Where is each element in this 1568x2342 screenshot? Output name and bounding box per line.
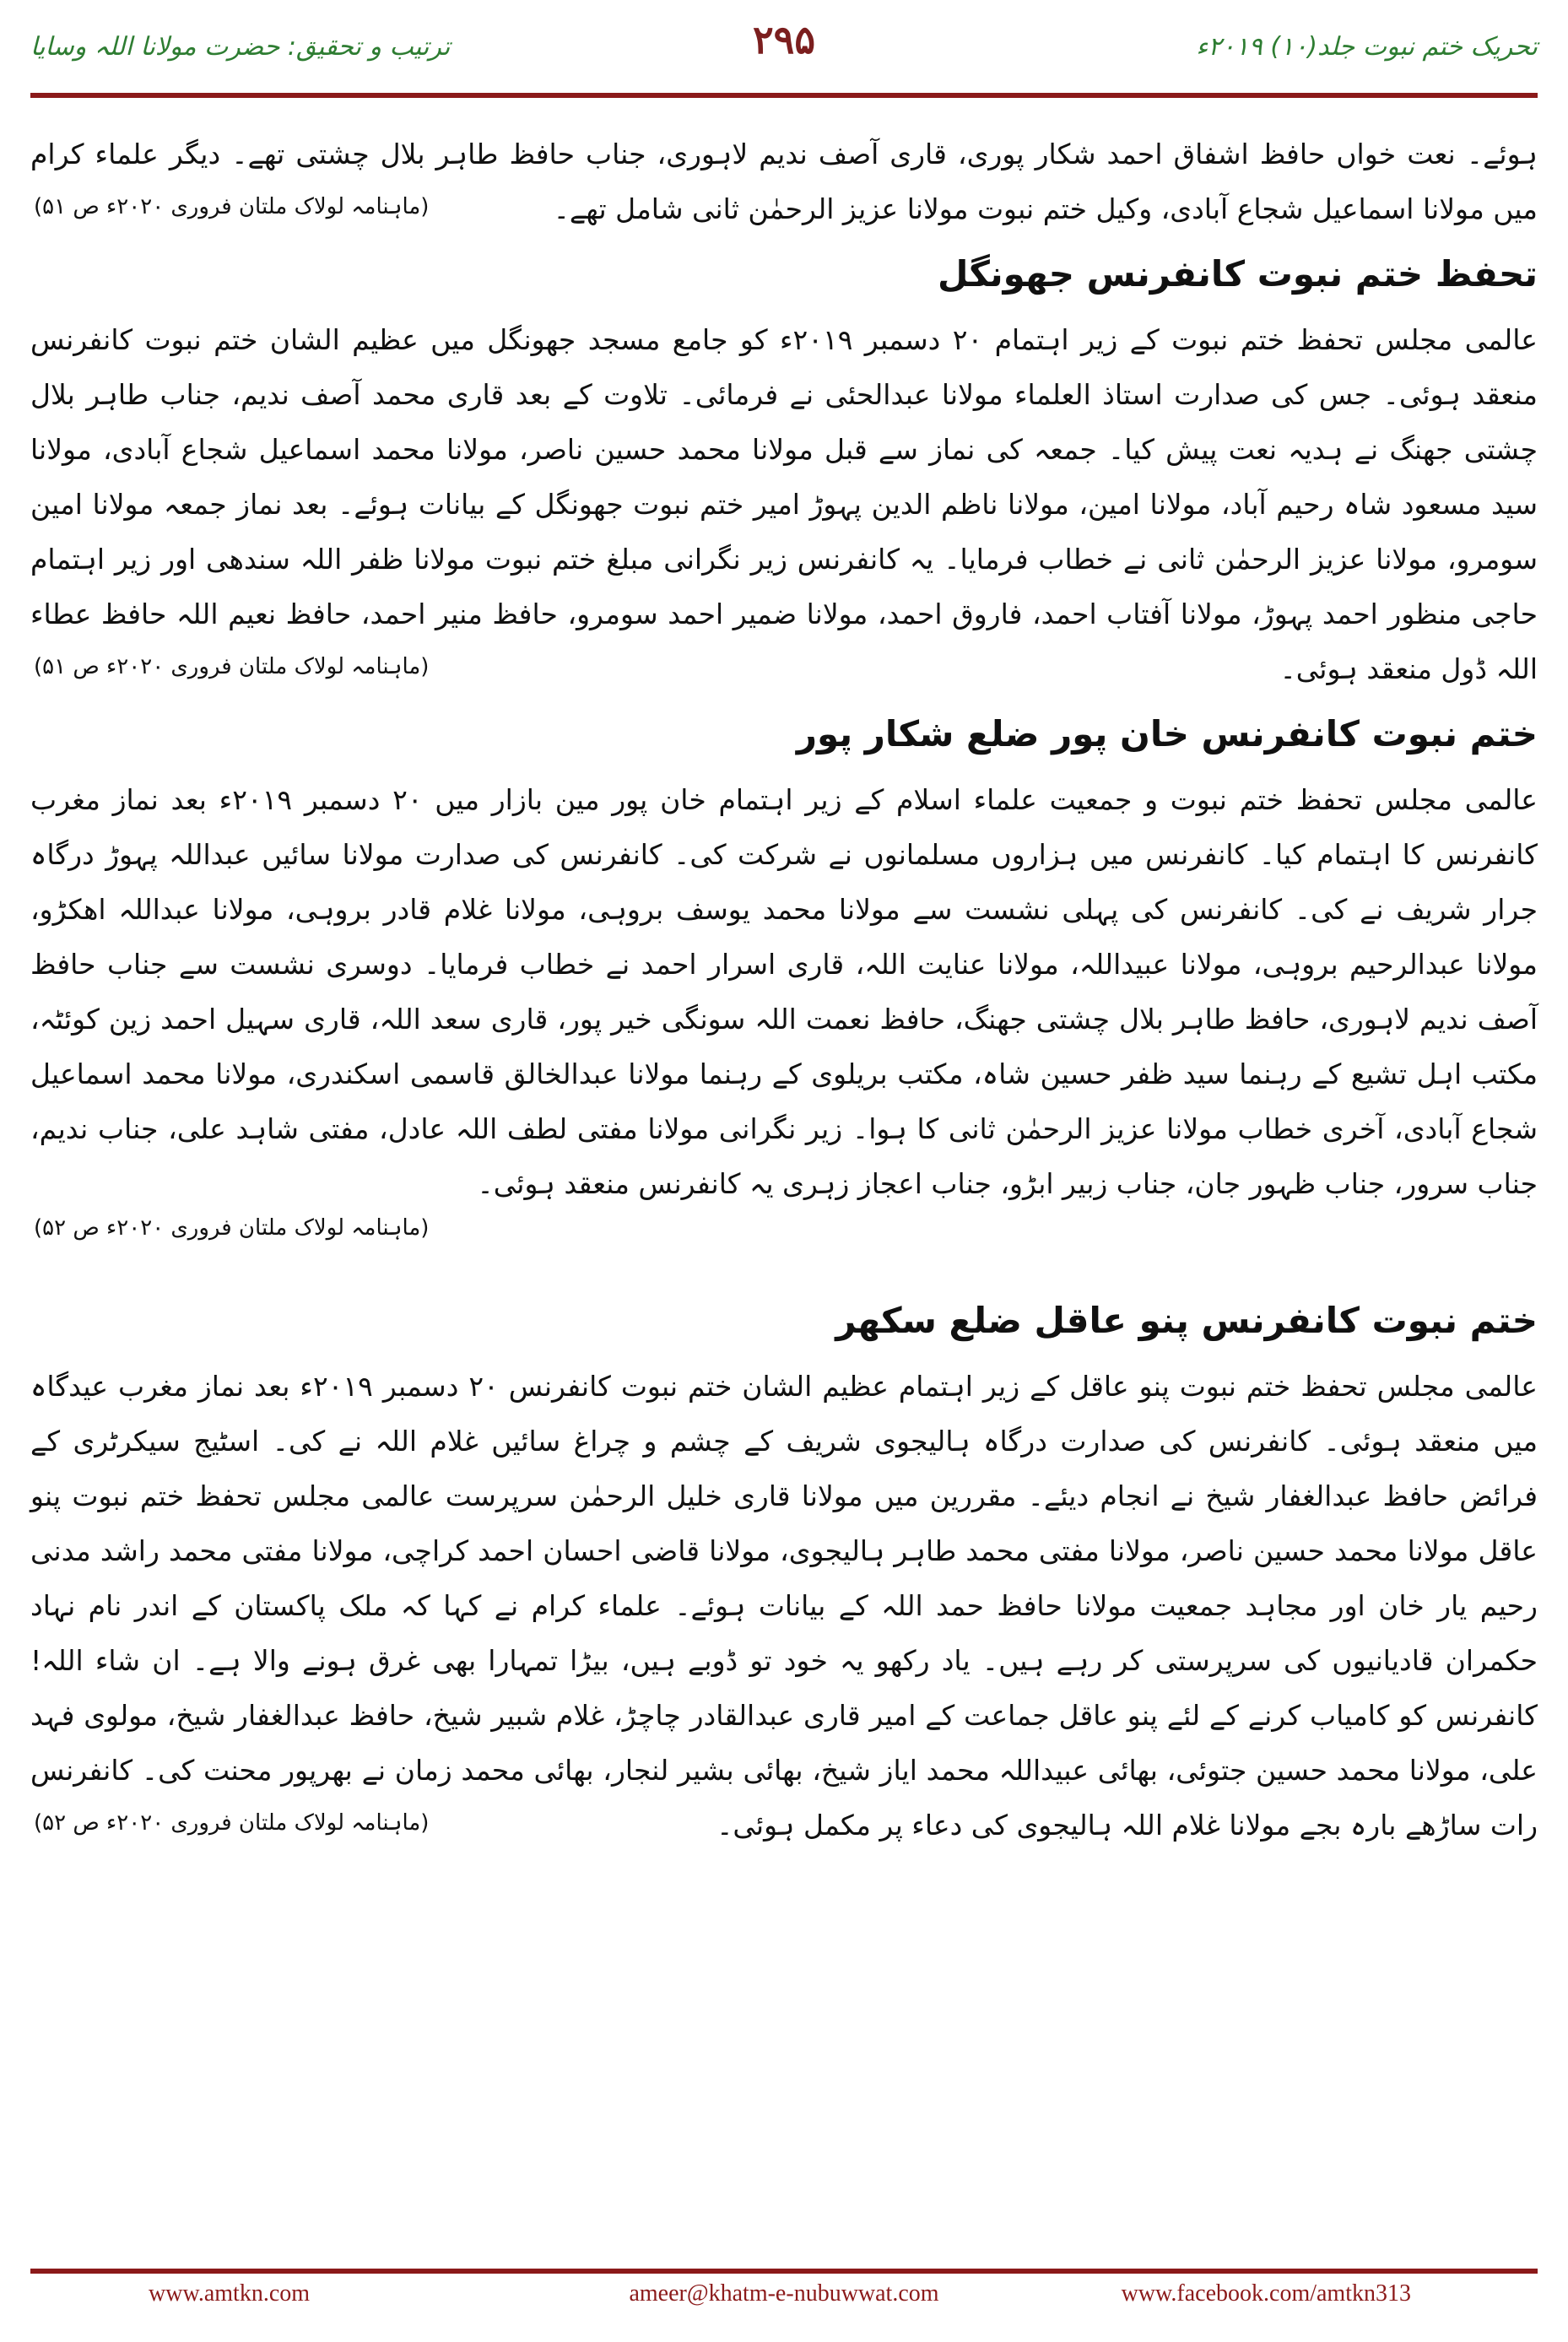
page-footer bbox=[30, 2280, 1538, 2323]
header-divider bbox=[30, 93, 1538, 98]
section-citation: (ماہنامہ لولاک ملتان فروری ۲۰۲۰ء ص ۵۱) bbox=[34, 654, 430, 679]
section-citation: (ماہنامہ لولاک ملتان فروری ۲۰۲۰ء ص ۵۲) bbox=[34, 1810, 430, 1836]
book-title: تحریک ختم نبوت جلد(۱۰) ۲۰۱۹ء bbox=[1196, 32, 1538, 62]
footer-divider bbox=[30, 2269, 1538, 2274]
section-paragraph: عالمی مجلس تحفظ ختم نبوت کے زیر اہتمام ۲۰ دسمبر ۲۰۱۹ء کو جامع مسجد جھونگل میں عظیم الشان ختم نبوت کانفرنس منعقد ہوئی۔ جس کی صدارت استاذ العلماء مولانا عبدالحئی نے فرمائی۔ تلاوت کے بعد قاری محمد آصف ندیم، جناب طاہر بلال چشتی جھنگ نے ہدیہ نعت پیش کیا۔ جمعہ کی نماز سے قبل مولانا محمد حسین ناصر، مولانا محمد اسماعیل شجاع آبادی، مولانا سید مسعود شاہ رحیم آباد، مولانا امین، مولانا ناظم الدین پہوڑ امیر ختم نبوت جھونگل کے بیانات ہوئے۔ بعد نماز جمعہ مولانا امین سومرو، مولانا عزیز الرحمٰن ثانی نے خطاب فرمایا۔ یہ کانفرنس زیر نگرانی مبلغ ختم نبوت مولانا ظفر اللہ سندھی اور زیر اہتمام حاجی منظور احمد پہوڑ، مولانا آفتاب احمد، فاروق احمد، مولانا ضمیر احمد سومرو، حافظ منیر احمد، حافظ نعیم اللہ حافظ عطاء اللہ ڈول منعقد ہوئی۔ bbox=[30, 323, 1538, 685]
facebook-link[interactable]: www.facebook.com/amtkn313 bbox=[1121, 2280, 1411, 2307]
page-body bbox=[30, 127, 1538, 1853]
section-citation: (ماہنامہ لولاک ملتان فروری ۲۰۲۰ء ص ۵۲) bbox=[34, 1215, 430, 1241]
intro-block bbox=[30, 127, 1538, 224]
section-heading: ختم نبوت کانفرنس خان پور ضلع شکار پور bbox=[796, 713, 1538, 755]
page-number: ۲۹۵ bbox=[752, 17, 816, 62]
section-paragraph: عالمی مجلس تحفظ ختم نبوت و جمعیت علماء اسلام کے زیر اہتمام خان پور مین بازار میں ۲۰ دسمبر ۲۰۱۹ء بعد نماز مغرب کانفرنس کا اہتمام کیا۔ کانفرنس میں ہزاروں مسلمانوں نے شرکت کی۔ کانفرنس کی صدارت مولانا سائیں عبداللہ پہوڑ درگاہ جرار شریف نے کی۔ کانفرنس کی پہلی نشست سے مولانا محمد یوسف بروہی، مولانا غلام قادر بروہی، مولانا عبداللہ اھکڑو، مولانا عبدالرحیم بروہی، مولانا عبیداللہ، مولانا عنایت اللہ، قاری اسرار احمد نے خطاب فرمایا۔ دوسری نشست سے جناب حافظ آصف ندیم لاہوری، حافظ طاہر بلال چشتی جھنگ، حافظ نعمت اللہ سونگی خیر پور، قاری سعد اللہ، قاری سہیل احمد زین کوئٹہ، مکتب اہل تشیع کے رہنما سید ظفر حسین شاہ، مکتب بریلوی کے رہنما مولانا عبدالخالق قاسمی اسکندری، مولانا محمد اسماعیل شجاع آبادی، آخری خطاب مولانا عزیز الرحمٰن ثانی کا ہوا۔ زیر نگرانی مولانا مفتی لطف اللہ عادل، مفتی شاہد علی، جناب ندیم، جناب سرور، جناب ظہور جان، جناب زبیر ابڑو، جناب اعجاز زہری یہ کانفرنس منعقد ہوئی۔ bbox=[30, 783, 1538, 1200]
section-pano-aqil bbox=[30, 1283, 1538, 1840]
intro-paragraph: ہوئے۔ نعت خواں حافظ اشفاق احمد شکار پوری، قاری آصف ندیم لاہوری، جناب حافظ طاہر بلال چشتی تھے۔ دیگر علماء کرام میں مولانا اسماعیل شجاع آبادی، وکیل ختم نبوت مولانا عزیز الرحمٰن ثانی شامل تھے۔ bbox=[30, 138, 1538, 225]
compiler-credit: ترتیب و تحقیق: حضرت مولانا اللہ وسایا bbox=[30, 32, 451, 62]
section-heading: تحفظ ختم نبوت کانفرنس جھونگل bbox=[937, 253, 1538, 295]
section-jhongal bbox=[30, 236, 1538, 684]
page-header bbox=[30, 17, 1538, 84]
section-gap bbox=[30, 1258, 1538, 1283]
email-link[interactable]: ameer@khatm-e-nubuwwat.com bbox=[629, 2280, 939, 2307]
section-heading: ختم نبوت کانفرنس پنو عاقل ضلع سکھر bbox=[835, 1300, 1538, 1341]
section-paragraph: عالمی مجلس تحفظ ختم نبوت پنو عاقل کے زیر اہتمام عظیم الشان ختم نبوت کانفرنس ۲۰ دسمبر ۲۰۱۹ء بعد نماز مغرب عیدگاہ میں منعقد ہوئی۔ کانفرنس کی صدارت درگاہ ہالیجوی شریف کے چشم و چراغ سائیں غلام اللہ نے کی۔ اسٹیج سیکرٹری کے فرائض حافظ عبدالغفار شیخ نے انجام دیئے۔ مقررین میں مولانا قاری خلیل الرحمٰن سرپرست عالمی مجلس تحفظ ختم نبوت پنو عاقل مولانا محمد حسین ناصر، مولانا مفتی محمد طاہر ہالیجوی، مولانا قاضی احسان احمد کراچی، مولانا مفتی محمد راشد مدنی رحیم یار خان اور مجاہد جمعیت مولانا حافظ حمد اللہ کے بیانات ہوئے۔ علماء کرام نے کہا کہ ملک پاکستان کے اندر نام نہاد حکمران قادیانیوں کی سرپرستی کر رہے ہیں۔ یاد رکھو یہ خود تو ڈوبے ہیں، بیڑا تمہارا بھی غرق ہونے والا ہے۔ ان شاء اللہ! کانفرنس کو کامیاب کرنے کے لئے پنو عاقل جماعت کے امیر قاری عبدالقادر چاچڑ، غلام شبیر شیخ، حافظ عبدالغفار شیخ، مولوی فہد علی، مولانا محمد حسین جتوئی، بھائی عبیداللہ محمد ایاز شیخ، بھائی بشیر لنجار، بھائی محمد زمان نے بھرپور محنت کی۔ کانفرنس رات ساڑھے بارہ بجے مولانا غلام اللہ ہالیجوی کی دعاء پر مکمل ہوئی۔ bbox=[30, 1370, 1538, 1842]
website-link[interactable]: www.amtkn.com bbox=[149, 2280, 311, 2307]
section-khanpur bbox=[30, 696, 1538, 1245]
intro-citation: (ماہنامہ لولاک ملتان فروری ۲۰۲۰ء ص ۵۱) bbox=[34, 194, 430, 219]
